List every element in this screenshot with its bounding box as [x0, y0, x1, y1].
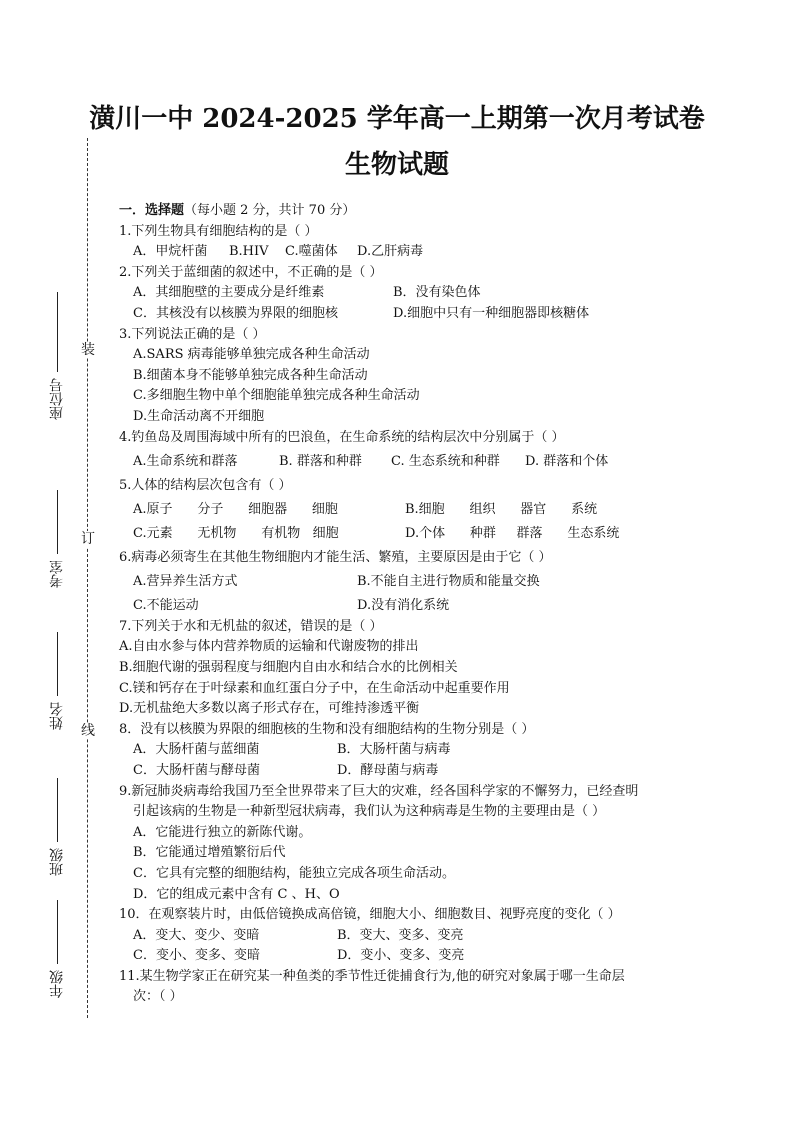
option: D．变小、变多、变亮	[337, 948, 465, 964]
option: D.无机盐绝大多数以离子形式存在，可维持渗透平衡	[119, 701, 420, 717]
option: C.多细胞生物中单个细胞能单独完成各种生命活动	[133, 388, 420, 404]
option: D．酵母菌与病毒	[337, 762, 439, 778]
option-row	[119, 283, 685, 304]
option: A．它能进行独立的新陈代谢。	[133, 824, 312, 840]
option-row	[119, 304, 685, 325]
question-stem: 5.人体的结构层次包含有（ ）	[119, 477, 292, 493]
option: B.细菌本身不能够单独完成各种生命活动	[133, 367, 368, 383]
binding-mark-ding: 订	[81, 531, 95, 547]
binding-mark-xian: 线	[81, 723, 95, 739]
option: B.HIV	[229, 244, 269, 260]
option: D.生命活动离不开细胞	[133, 408, 265, 424]
question-stem: 11.某生物学家正在研究某一种鱼类的季节性迁徙捕食行为,他的研究对象属于哪一生命层	[119, 968, 625, 984]
option: B．没有染色体	[393, 285, 481, 301]
option: C.镁和钙存在于叶绿素和血红蛋白分子中，在生命活动中起重要作用	[119, 680, 510, 696]
question-stem: 6.病毒必须寄生在其他生物细胞内才能生活、繁殖，主要原因是由于它（ ）	[119, 550, 552, 565]
option-row	[119, 740, 685, 761]
question-stem-continued: 次：（ ）	[133, 989, 183, 1005]
option: C．变小、变多、变暗	[133, 948, 260, 964]
exam-title: 潢川一中 2024-2025 学年高一上期第一次月考试卷	[89, 104, 705, 134]
option: C.不能运动	[133, 598, 199, 614]
question-list	[119, 201, 685, 1008]
exam-room-field	[46, 470, 68, 588]
name-field	[46, 620, 68, 730]
option: B．它能通过增殖繁衍后代	[133, 845, 286, 861]
class-field	[46, 764, 68, 876]
option: A．大肠杆菌与蓝细菌	[133, 742, 260, 758]
seat-number-field	[46, 272, 68, 420]
option: A．其细胞壁的主要成分是纤维素	[133, 285, 325, 301]
binding-dashed-line	[87, 138, 88, 1018]
option-row	[119, 926, 685, 947]
exam-room-label: 考室	[49, 560, 65, 588]
option: B．变大、变多、变亮	[337, 927, 464, 943]
question-stem: 9.新冠肺炎病毒给我国乃至全世界带来了巨大的灾难，经各国科学家的不懈努力，已经查明	[119, 783, 639, 799]
grade-label: 年级	[49, 970, 65, 998]
option-row	[119, 500, 685, 521]
class-blank	[56, 778, 58, 842]
question-stem: 10．在观察装片时，由低倍镜换成高倍镜，细胞大小、细胞数目、视野亮度的变化（ ）	[119, 907, 621, 923]
name-blank	[56, 632, 58, 696]
seat-number-label: 座位号	[49, 378, 65, 420]
option: B．大肠杆菌与病毒	[337, 742, 451, 758]
option: C．大肠杆菌与酵母菌	[133, 762, 260, 778]
option: B.细胞 组织 器官 系统	[405, 501, 598, 517]
option-row	[119, 761, 685, 782]
option: C. 生态系统和种群	[391, 453, 500, 469]
class-label: 班级	[49, 848, 65, 876]
question-stem: 2.下列关于蓝细菌的叙述中，不正确的是（ ）	[119, 264, 383, 280]
option: C.元素 无机物 有机物 细胞	[133, 525, 339, 541]
option: A.原子 分子 细胞器 细胞	[133, 501, 338, 517]
option-row	[119, 572, 685, 593]
option: D.个体 种群 群落 生态系统	[405, 525, 620, 541]
grade-blank	[56, 900, 58, 964]
option-row	[119, 946, 685, 967]
question-stem-continued: 引起该病的生物是一种新型冠状病毒，我们认为这种病毒是生物的主要理由是（ ）	[133, 804, 606, 820]
option: D.没有消化系统	[357, 598, 450, 614]
name-label: 姓名	[49, 702, 65, 730]
option: C．它具有完整的细胞结构，能独立完成各项生命活动。	[133, 865, 455, 881]
question-stem: 4.钓鱼岛及周围海域中所有的巴浪鱼，在生命系统的结构层次中分别属于（ ）	[119, 429, 565, 445]
question-stem: 1.下列生物具有细胞结构的是（ ）	[119, 223, 318, 239]
question-stem: 3.下列说法正确的是（ ）	[119, 326, 266, 342]
option-row	[119, 524, 685, 545]
option: B. 群落和种群	[279, 453, 362, 469]
option: A.营异养生活方式	[133, 574, 238, 590]
exam-subtitle: 生物试题	[344, 150, 449, 180]
question-stem: 8．没有以核膜为界限的细胞核的生物和没有细胞结构的生物分别是（ ）	[119, 721, 535, 737]
option: B.细胞代谢的强弱程度与细胞内自由水和结合水的比例相关	[119, 659, 458, 675]
option: D．它的组成元素中含有 C 、H、O	[133, 886, 340, 902]
grade-field	[46, 880, 68, 998]
option: C．其核没有以核膜为界限的细胞核	[133, 305, 338, 321]
option: D.细胞中只有一种细胞器即核糖体	[393, 305, 590, 321]
option: D.乙肝病毒	[357, 244, 424, 260]
option-row	[119, 452, 685, 473]
option: A.自由水参与体内营养物质的运输和代谢废物的排出	[119, 639, 419, 655]
option-row	[119, 242, 685, 263]
option: D. 群落和个体	[525, 453, 609, 469]
seat-number-blank	[56, 292, 58, 372]
option: B.不能自主进行物质和能量交换	[357, 574, 540, 590]
section-heading: 一．选择题（每小题 2 分，共计 70 分）	[119, 203, 356, 218]
option: A.生命系统和群落	[133, 453, 238, 469]
option: A．变大、变少、变暗	[133, 927, 260, 943]
option-row	[119, 596, 685, 617]
question-stem: 7.下列关于水和无机盐的叙述，错误的是（ ）	[119, 618, 383, 634]
option: A．甲烷杆菌	[133, 244, 208, 260]
option: A.SARS 病毒能够单独完成各种生命活动	[133, 347, 370, 363]
binding-mark-zhuang: 装	[81, 342, 95, 358]
exam-room-blank	[56, 490, 58, 554]
option: C.噬菌体	[285, 244, 338, 260]
